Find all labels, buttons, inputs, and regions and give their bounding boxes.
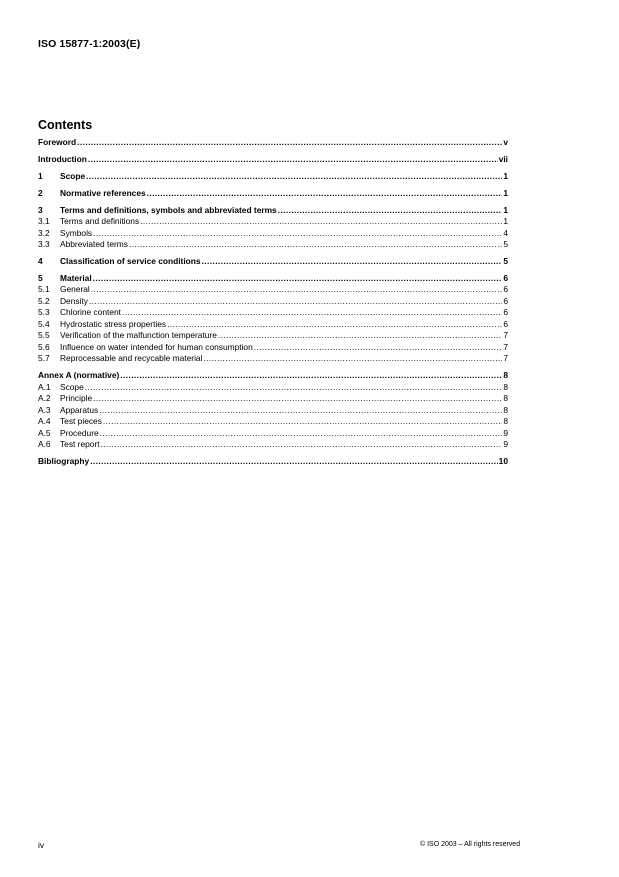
toc-dot-leader [88, 154, 498, 166]
toc-entry-label: Terms and definitions, symbols and abbreviated terms [60, 204, 277, 215]
toc-entry[interactable] [38, 171, 508, 183]
toc-entry[interactable] [38, 273, 508, 285]
toc-entry-number: 1 [38, 170, 43, 181]
toc-entry-number: 5 [38, 272, 43, 283]
copyright-notice: © ISO 2003 – All rights reserved [420, 841, 521, 848]
toc-entry[interactable] [38, 154, 508, 166]
toc-dot-leader [140, 216, 502, 228]
toc-entry-page: 6 [503, 295, 508, 306]
toc-entry-label: Abbreviated terms [60, 239, 128, 250]
toc-entry-number: 5.5 [38, 330, 50, 341]
toc-entry-number: 5.1 [38, 284, 50, 295]
toc-dot-leader [218, 330, 502, 342]
toc-entry-page: vii [498, 153, 508, 164]
toc-entry-label: Annex A (normative) [38, 370, 120, 381]
toc-dot-leader [89, 296, 502, 308]
toc-entry-page: 1 [503, 170, 508, 181]
toc-entry-number: 3 [38, 204, 43, 215]
toc-entry[interactable] [38, 256, 508, 268]
toc-entry-label: Test pieces [60, 416, 102, 427]
toc-entry-number: 5.4 [38, 318, 50, 329]
toc-entry-number: 5.7 [38, 353, 50, 364]
table-of-contents [38, 137, 508, 468]
toc-entry-label: Apparatus [60, 404, 99, 415]
toc-dot-leader [129, 239, 502, 251]
toc-title: Contents [38, 118, 93, 132]
toc-entry-page: 7 [503, 353, 508, 364]
toc-entry-number: 3.1 [38, 216, 50, 227]
toc-dot-leader [100, 428, 503, 440]
toc-entry-number: 2 [38, 187, 43, 198]
toc-entry[interactable] [38, 239, 508, 251]
toc-entry-label: General [60, 284, 90, 295]
toc-dot-leader [254, 342, 503, 354]
toc-entry-page: 6 [503, 272, 508, 283]
toc-entry[interactable] [38, 228, 508, 240]
toc-dot-leader [99, 405, 502, 417]
toc-entry-page: 7 [503, 330, 508, 341]
toc-entry-label: Chlorine content [60, 307, 121, 318]
toc-dot-leader [93, 228, 502, 240]
toc-entry-page: 8 [503, 404, 508, 415]
toc-entry-label: Procedure [60, 427, 99, 438]
toc-entry-page: 5 [503, 255, 508, 266]
toc-entry-page: 9 [503, 427, 508, 438]
toc-entry-number: 5.3 [38, 307, 50, 318]
toc-dot-leader [203, 353, 502, 365]
toc-entry-page: 8 [503, 416, 508, 427]
toc-entry-label: Bibliography [38, 456, 90, 467]
toc-dot-leader [202, 256, 503, 268]
toc-entry-page: 1 [503, 204, 508, 215]
toc-entry[interactable] [38, 353, 508, 365]
toc-dot-leader [93, 273, 503, 285]
toc-dot-leader [91, 284, 503, 296]
toc-dot-leader [278, 205, 503, 217]
toc-dot-leader [77, 137, 502, 149]
document-header: ISO 15877-1:2003(E) [38, 38, 141, 50]
toc-dot-leader [90, 456, 497, 468]
toc-entry-page: v [503, 137, 508, 147]
toc-entry-label: Scope [60, 381, 84, 392]
toc-entry-label: Material [60, 272, 92, 283]
toc-entry-page: 6 [503, 307, 508, 318]
toc-entry[interactable] [38, 284, 508, 296]
toc-entry-page: 7 [503, 341, 508, 352]
toc-entry-number: 3.2 [38, 227, 50, 238]
toc-entry-page: 1 [503, 187, 508, 198]
toc-entry-page: 4 [503, 227, 508, 238]
toc-entry-page: 6 [503, 318, 508, 329]
toc-entry[interactable] [38, 319, 508, 331]
toc-entry[interactable] [38, 296, 508, 308]
toc-entry-label: Normative references [60, 187, 146, 198]
toc-entry-label: Introduction [38, 153, 87, 164]
toc-entry-page: 1 [503, 216, 508, 227]
toc-entry-number: 5.2 [38, 295, 50, 306]
toc-entry-label: Hydrostatic stress properties [60, 318, 167, 329]
toc-entry-label: Foreword [38, 137, 77, 147]
toc-entry-number: 4 [38, 255, 43, 266]
toc-entry[interactable] [38, 416, 508, 428]
toc-entry-label: Test report [60, 439, 100, 450]
page-number: iv [38, 840, 45, 850]
toc-entry[interactable] [38, 405, 508, 417]
toc-entry[interactable] [38, 307, 508, 319]
toc-entry-number: A.6 [38, 439, 51, 450]
toc-entry-number: A.1 [38, 381, 51, 392]
toc-dot-leader [120, 370, 502, 382]
toc-entry[interactable] [38, 216, 508, 228]
toc-entry-number: A.5 [38, 427, 51, 438]
toc-entry-number: 3.3 [38, 239, 50, 250]
toc-dot-leader [103, 416, 502, 428]
toc-entry-label: Symbols [60, 227, 93, 238]
toc-entry-page: 8 [503, 370, 508, 381]
toc-dot-leader [122, 307, 502, 319]
toc-entry-number: A.2 [38, 393, 51, 404]
toc-dot-leader [93, 393, 502, 405]
toc-entry-number: A.3 [38, 404, 51, 415]
toc-entry-page: 9 [503, 439, 508, 450]
toc-entry-page: 8 [503, 393, 508, 404]
toc-entry[interactable] [38, 342, 508, 354]
toc-entry[interactable] [38, 428, 508, 440]
toc-entry[interactable] [38, 137, 508, 149]
toc-dot-leader [86, 171, 502, 183]
toc-entry-page: 5 [503, 239, 508, 250]
toc-entry-page: 10 [498, 456, 508, 467]
toc-dot-leader [147, 188, 503, 200]
toc-entry[interactable] [38, 330, 508, 342]
toc-entry-label: Terms and definitions [60, 216, 140, 227]
toc-entry-label: Density [60, 295, 88, 306]
toc-entry-page: 8 [503, 381, 508, 392]
toc-entry-label: Classification of service conditions [60, 255, 201, 266]
toc-entry[interactable] [38, 188, 508, 200]
toc-dot-leader [85, 382, 503, 394]
toc-entry[interactable] [38, 393, 508, 405]
toc-entry-number: A.4 [38, 416, 51, 427]
toc-entry[interactable] [38, 205, 508, 217]
toc-entry-label: Reprocessable and recycable material [60, 353, 203, 364]
toc-dot-leader [101, 439, 503, 451]
toc-entry-label: Scope [60, 170, 86, 181]
toc-entry[interactable] [38, 382, 508, 394]
toc-entry-label: Verification of the malfunction temperature [60, 330, 217, 341]
toc-entry[interactable] [38, 456, 508, 468]
toc-entry[interactable] [38, 439, 508, 451]
toc-entry-label: Principle [60, 393, 93, 404]
toc-entry-page: 6 [503, 284, 508, 295]
toc-dot-leader [167, 319, 502, 331]
toc-entry-label: Influence on water intended for human consumption [60, 341, 253, 352]
toc-entry-number: 5.6 [38, 341, 50, 352]
toc-entry[interactable] [38, 370, 508, 382]
